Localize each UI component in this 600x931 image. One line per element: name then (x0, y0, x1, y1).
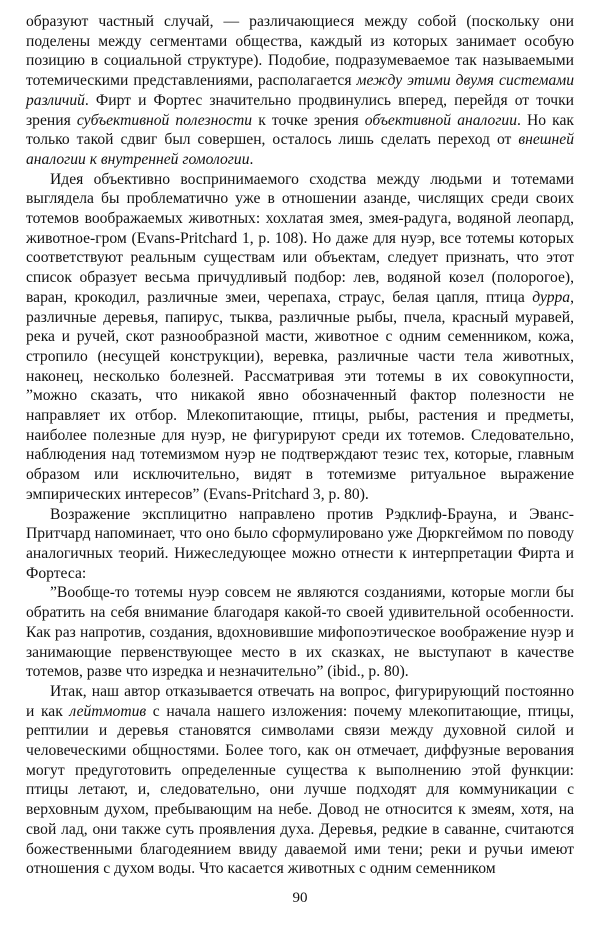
italic-run: лейтмотив (69, 702, 147, 720)
text-run: . (249, 150, 254, 168)
body-paragraph (26, 682, 574, 879)
italic-run: между этими двумя системами различий (26, 72, 574, 109)
text-run: Идея объективно воспринимаемого сходства между людьми и тотемами выглядела бы проблематично уже в отношении азанде, числящих среди своих тотемов воображаемых животных: хохлатая змея, змея-радуга, водяной леопард, животное-гром (Evans-Pritchard 1, p. 108). Но даже для нуэр, все тотемы которых соответствуют реальным существам или объектам, следует признать, что этот список образует весьма причудливый подбор: лев, водяной козел (полорогое), варан, крокодил, различные змеи, черепаха, страус, белая цапля, птица (26, 170, 574, 306)
text-run: , различные деревья, папирус, тыква, различные рыбы, пчела, красный муравей, река и ручей, скот разнообразной масти, животное с одним семенником, кожа, стропило (несущей конструкции), веревка, различные части тела животных, наконец, несколько болезней. Рассматривая эти тотемы в их совокупности, ”можно сказать, что никакой явно обозначенный фактор полезности не направляет их отбор. Млекопитающие, птицы, рыбы, растения и предметы, наиболее полезные для нуэр, не фигурируют среди их тотемов. Следовательно, наблюдения над тотемизмом нуэр не подтверждают тезис тех, которые, главным образом или исключительно, видят в тотемизме ритуальное выражение эмпирических интересов” (Evans-Pritchard 3, p. 80). (26, 288, 574, 503)
text-run: ”Вообще-то тотемы нуэр совсем не являются созданиями, которые могли бы обратить на себя внимание благодаря какой-то своей удивительной особенности. Как раз напротив, создания, вдохновившие мифопоэтическое воображение нуэр и занимающие первенствующее место в их сказках, не выступают в качестве тотемов, разве что изредка и незначительно” (ibid., p. 80). (26, 584, 574, 681)
text-run: образуют частный случай, — различающиеся между собой (поскольку они поделены между сегментами общества, каждый из которых занимает особую позицию в социальной структуре). Подобие, подразумеваемое так называемыми тотемическими представлениями, располагается (26, 13, 574, 90)
text-run: Итак, наш автор отказывается отвечать на вопрос, фигурирующий постоянно и как (26, 682, 574, 720)
text-run: . Но как только такой сдвиг был совершен, осталось лишь сделать переход от (26, 111, 574, 149)
text-run: . Фирт и Фортес значительно продвинулись вперед, перейдя от точки зрения (26, 91, 574, 129)
body-paragraph (26, 12, 574, 170)
page-number: 90 (292, 890, 308, 906)
body-paragraph (26, 170, 574, 505)
text-run: к точке зрения (252, 111, 365, 129)
italic-run: объективной аналогии (364, 111, 517, 129)
text-body (26, 12, 574, 879)
text-run: с начала нашего изложения: почему млекопитающие, птицы, рептилии и деревья становятся символами связи между духовной силой и человеческими общностями. Более того, как он отмечает, диффузные верования могут предуготовить определенные существа к выполнению этой функции: птицы летают, и, следовательно, они лучше подходят для коммуникации с верховным духом, пребывающим на небе. Довод не относится к змеям, хотя, на свой лад, они также суть проявления духа. Деревья, редкие в саванне, считаются божественными благодеянием ввиду даваемой ими тени; реки и ручьи имеют отношения с духом воды. Что касается животных с одним семенником (26, 702, 574, 878)
body-paragraph (26, 505, 574, 584)
text-run: Возражение эксплицитно направлено против Рэдклиф-Брауна, и Эванс-Притчард напоминает, что оно было сформулировано уже Дюркгеймом по поводу аналогичных теорий. Нижеследующее можно отнести к интерпретации Фирта и Фортеса: (26, 505, 574, 582)
italic-run: субъективной полезности (76, 111, 253, 129)
italic-run: дурра (532, 288, 571, 306)
body-paragraph (26, 583, 574, 682)
italic-run: внешней аналогии к внутренней гомологии (26, 131, 574, 168)
